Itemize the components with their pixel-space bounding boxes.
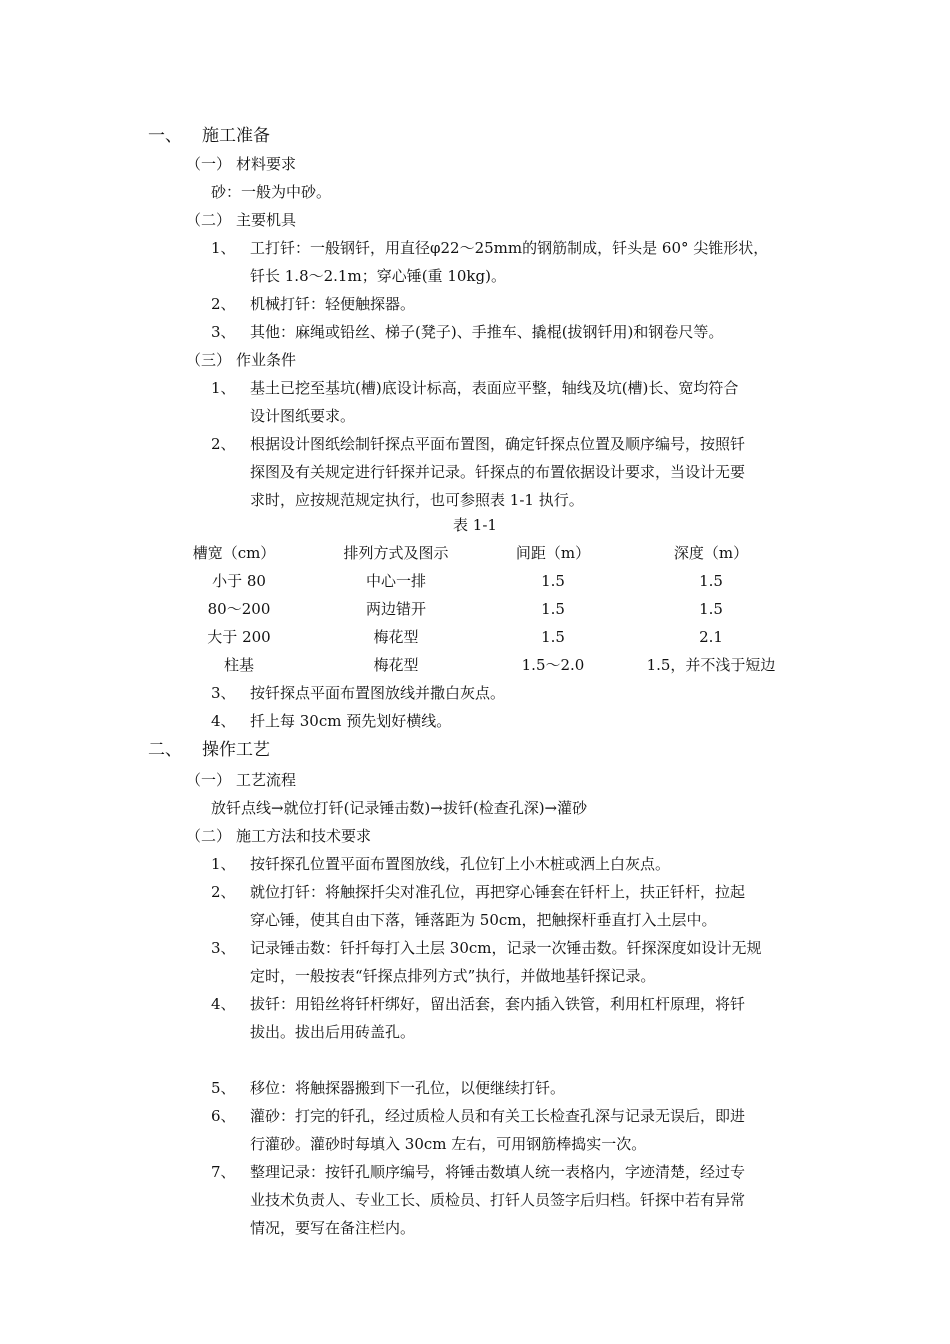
- table-header: 槽宽（cm）: [192, 544, 276, 562]
- subsection-2-1-number: （一）: [186, 771, 232, 789]
- subsection-2-2-number: （二）: [186, 827, 232, 845]
- list-item-text: 拔出。拔出后用砖盖孔。: [250, 1023, 416, 1041]
- list-item-number: 2、: [211, 435, 236, 453]
- list-item-text: 记录锤击数：钎扦每打入土层 30cm，记录一次锤击数。钎探深度如设计无规: [250, 939, 762, 957]
- section-2-title: 操作工艺: [202, 740, 270, 760]
- list-item-number: 5、: [211, 1079, 236, 1097]
- list-item-text: 行灌砂。灌砂时每填入 30cm 左右，可用钢筋棒捣实一次。: [250, 1135, 647, 1153]
- list-item-number: 7、: [211, 1163, 236, 1181]
- list-item-text: 探图及有关规定进行钎探并记录。钎探点的布置依据设计要求，当设计无要: [250, 463, 746, 481]
- list-item-number: 3、: [211, 684, 236, 702]
- list-item-number: 1、: [211, 379, 236, 397]
- list-item-text: 工打钎：一般钢钎，用直径φ22～25mm的钢筋制成，钎头是 60° 尖锥形状，: [250, 239, 769, 257]
- subsection-2-1-title: 工艺流程: [236, 771, 297, 789]
- table-cell: 梅花型: [373, 628, 419, 646]
- table-cell: 两边错开: [365, 600, 427, 618]
- list-item-text: 设计图纸要求。: [250, 407, 356, 425]
- list-item-text: 扦上每 30cm 预先划好横线。: [250, 712, 452, 730]
- subsection-1-2-title: 主要机具: [236, 211, 297, 229]
- table-caption: 表 1-1: [453, 516, 497, 534]
- list-item-text: 求时，应按规范规定执行，也可参照表 1-1 执行。: [250, 491, 584, 509]
- subsection-1-2-number: （二）: [186, 211, 232, 229]
- list-item-text: 按钎探孔位置平面布置图放线，孔位钉上小木桩或洒上白灰点。: [250, 855, 671, 873]
- list-item-text: 就位打钎：将触探扦尖对准孔位，再把穿心锤套在钎杆上，扶正钎杆，拉起: [250, 883, 746, 901]
- list-item-text: 业技术负责人、专业工长、质检员、打钎人员签字后归档。钎探中若有异常: [250, 1191, 746, 1209]
- list-item-text: 按钎探点平面布置图放线并撒白灰点。: [250, 684, 506, 702]
- table-cell: 中心一排: [365, 572, 427, 590]
- subsection-2-2-title: 施工方法和技术要求: [236, 827, 372, 845]
- table-cell: 大于 200: [207, 628, 271, 646]
- list-item-text: 整理记录：按钎孔顺序编号，将锤击数填人统一表格内，字迹清楚，经过专: [250, 1163, 746, 1181]
- subsection-1-1-number: （一）: [186, 155, 232, 173]
- list-item-text: 基土已挖至基坑(槽)底设计标高，表面应平整，轴线及坑(槽)长、宽均符合: [250, 379, 739, 397]
- table-header: 深度（m）: [673, 544, 749, 562]
- list-item-text: 灌砂：打完的钎孔，经过质检人员和有关工长检查孔深与记录无误后，即进: [250, 1107, 746, 1125]
- subsection-1-1-title: 材料要求: [236, 155, 297, 173]
- section-2-number: 二、: [148, 740, 182, 760]
- table-cell: 小于 80: [212, 572, 266, 590]
- list-item-text: 拔钎：用铅丝将钎杆绑好，留出活套，套内插入铁管，利用杠杆原理，将钎: [250, 995, 746, 1013]
- table-cell: 2.1: [699, 628, 723, 646]
- subsection-1-1-text: 砂：一般为中砂。: [211, 183, 332, 201]
- list-item-text: 钎长 1.8～2.1m；穿心锤(重 10kg)。: [250, 267, 506, 285]
- table-cell: 1.5: [541, 600, 565, 618]
- list-item-text: 移位：将触探器搬到下一孔位，以便继续打钎。: [250, 1079, 566, 1097]
- list-item-text: 机械打钎：轻便触探器。: [250, 295, 416, 313]
- list-item-number: 3、: [211, 939, 236, 957]
- table-cell: 梅花型: [373, 656, 419, 674]
- list-item-text: 情况，要写在备注栏内。: [250, 1219, 416, 1237]
- list-item-text: 其他：麻绳或铅丝、梯子(凳子)、手推车、撬棍(拔钢钎用)和钢卷尺等。: [250, 323, 724, 341]
- list-item-number: 4、: [211, 995, 236, 1013]
- table-cell: 柱基: [223, 656, 255, 674]
- table-cell: 1.5: [699, 600, 723, 618]
- subsection-1-3-number: （三）: [186, 351, 232, 369]
- table-cell: 1.5: [541, 628, 565, 646]
- table-header: 排列方式及图示: [343, 544, 449, 562]
- list-item-text: 根据设计图纸绘制钎探点平面布置图，确定钎探点位置及顺序编号，按照钎: [250, 435, 746, 453]
- list-item-number: 1、: [211, 239, 236, 257]
- section-1-title: 施工准备: [202, 126, 270, 146]
- subsection-1-3-title: 作业条件: [236, 351, 297, 369]
- table-cell: 1.5: [699, 572, 723, 590]
- list-item-number: 1、: [211, 855, 236, 873]
- process-flow: 放钎点线→就位打钎(记录锤击数)→拔钎(检查孔深)→灌砂: [211, 799, 588, 817]
- table-cell: 1.5，并不浅于短边: [646, 656, 776, 674]
- section-1-number: 一、: [148, 126, 182, 146]
- table-cell: 80～200: [207, 600, 271, 618]
- table-cell: 1.5～2.0: [521, 656, 585, 674]
- list-item-text: 穿心锤，使其自由下落，锤落距为 50cm，把触探杆垂直打入土层中。: [250, 911, 717, 929]
- list-item-text: 定时，一般按表“钎探点排列方式”执行，并做地基钎探记录。: [250, 967, 656, 985]
- table-cell: 1.5: [541, 572, 565, 590]
- list-item-number: 3、: [211, 323, 236, 341]
- list-item-number: 2、: [211, 883, 236, 901]
- list-item-number: 4、: [211, 712, 236, 730]
- list-item-number: 6、: [211, 1107, 236, 1125]
- table-header: 间距（m）: [515, 544, 591, 562]
- list-item-number: 2、: [211, 295, 236, 313]
